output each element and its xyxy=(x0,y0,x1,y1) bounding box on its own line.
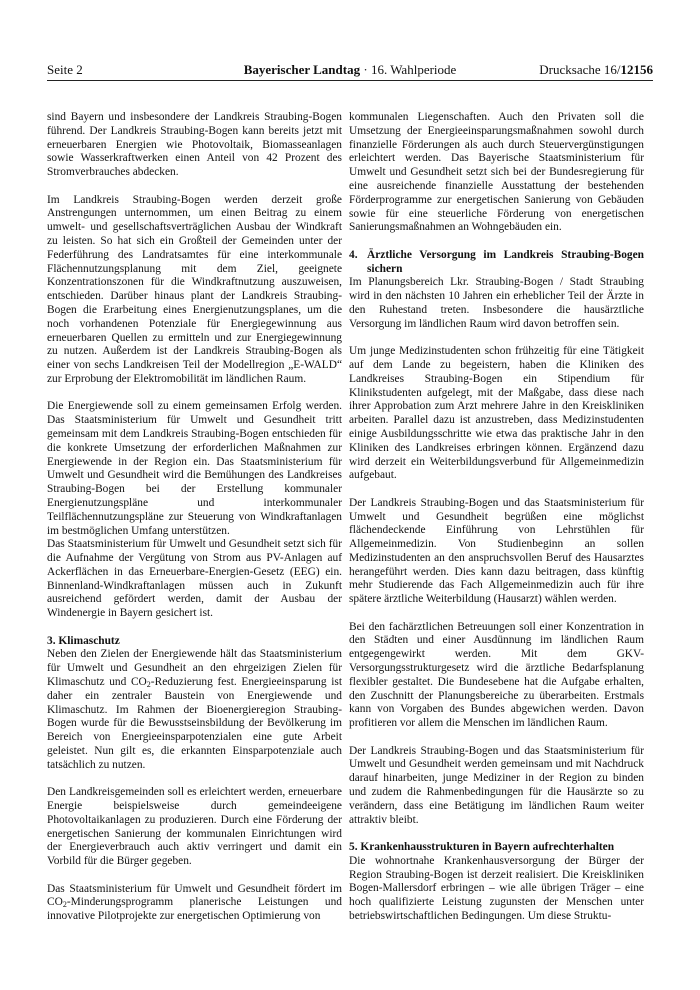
paragraph: Die wohnortnahe Krankenhausversorgung der Bürger der Region Straubing-Bogen ist derzeit realisiert. Die Kreiskliniken Bogen-Mallersdorf erbringen – wie alle übrigen Träger – eine hoch qualifizierte Leistung zugunsten der Menschen unter betriebswirtschaftlichen Bedingungen. Um diese Struktu- xyxy=(349,854,644,922)
right-column xyxy=(349,111,644,924)
document-number xyxy=(539,60,653,80)
document-id: 12156 xyxy=(620,62,653,77)
paragraph: Der Landkreis Straubing-Bogen und das Staatsministerium für Umwelt und Gesundheit begrüßen eine möglichst flächendeckende Einführung von Lehrstühlen für Allgemeinmedizin. Von Studienbeginn an sollen Medizinstudenten an den anspruchsvollen Beruf des Hausarztes herangeführt werden. Dies kann dazu beitragen, dass künftig mehr Studierende das Fach Allgemeinmedizin auch für ihre spätere ärztliche Weiterbildung (Hausarzt) wählen werden. xyxy=(349,496,644,606)
legislative-period: 16. Wahlperiode xyxy=(370,62,457,77)
paragraph: Den Landkreisgemeinden soll es erleichtert werden, erneuerbare Energie beispielsweise durch gemeindeeigene Photovoltaikanlagen zu produzieren. Durch eine Förderung der energetischen Sanierung der kommunalen Einrichtungen wird der Energieverbrauch auch aktiv verringert und damit ein Vorbild für die Bürger gegeben. xyxy=(47,786,342,868)
left-column xyxy=(47,111,342,938)
paragraph: Das Staatsministerium für Umwelt und Gesundheit setzt sich für die Aufnahme der Vergütung von Strom aus PV-Anlagen auf Ackerflächen in das Erneuerbare-Energien-Gesetz (EEG) ein. Binnenland-Windkraftanlagen müssen auch in Zukunft ausreichend gefördert werden, damit der Ausbau der Windenergie in Bayern gesichert ist. xyxy=(47,538,342,620)
section-heading-klimaschutz: 3. Klimaschutz xyxy=(47,634,120,647)
paragraph: sind Bayern und insbesondere der Landkreis Straubing-Bogen führend. Der Landkreis Straubing-Bogen kann bereits jetzt mit erneuerbaren Energien wie Photovoltaik, Biomasseanlagen sowie Wasserkraftwerken einen Anteil von 42 Prozent des Stromverbrauches abdecken. xyxy=(47,111,342,179)
paragraph: Um junge Medizinstudenten schon frühzeitig für eine Tätigkeit auf dem Lande zu begeistern, haben die Kliniken des Landkreises Straubing-Bogen ein Stipendium für Klinikstudenten aufgelegt, mit der Maßgabe, dass diese nach ihrer Approbation zum Arzt mehrere Jahre in den Kreiskliniken arbeiten. Parallel dazu ist anzustreben, dass Medizinstudenten einige Ausbildungsschritte wie etwa das praktische Jahr in den Kliniken des Landkreises erbringen können. Ergänzend dazu wird derzeit ein Weiterbildungsverbund für Allgemeinmedizin aufgebaut. xyxy=(349,345,644,482)
parliament-name: Bayerischer Landtag xyxy=(243,62,361,77)
paragraph: Im Planungsbereich Lkr. Straubing-Bogen / Stadt Straubing wird in den nächsten 10 Jahren ein erheblicher Teil der Ärzte in den Ruhestand treten. Insbesondere die hausärztliche Versorgung im ländlichen Raum wird davon betroffen sein. xyxy=(349,276,644,330)
page-number: Seite 2 xyxy=(47,62,83,77)
paragraph: kommunalen Liegenschaften. Auch den Privaten soll die Umsetzung der Energieeinsparungsmaßnahmen sowohl durch finanzielle Förderungen als auch durch Steuervergünstigungen erleichtert werden. Das Bayerische Staatsministerium für Umwelt und Gesundheit setzt sich bei der Bundesregierung für eine ausreichende finanzielle Ausstattung der bestehenden Förderprogramme zur energetischen Sanierung von Gebäuden sowie für eine steuerliche Förderung von energetischen Sanierungsmaßnahmen an Wohngebäuden ein. xyxy=(349,111,644,234)
header-rule xyxy=(47,80,653,81)
paragraph: Der Landkreis Straubing-Bogen und das Staatsministerium für Umwelt und Gesundheit werden gemeinsam und mit Nachdruck darauf hinarbeiten, junge Mediziner in der Region zu binden und zudem die Rahmenbedingungen für die Hausärzte so zu verändern, dass eine Betätigung im ländlichen Raum weiter attraktiv bleibt. xyxy=(349,744,644,826)
paragraph: Im Landkreis Straubing-Bogen werden derzeit große Anstrengungen unternommen, um einen Beitrag zu einem umwelt- und gesellschaftsverträglichen Ausbau der Windkraft zu leisten. So hat sich ein Großteil der Gemeinden unter der Federführung des Landratsamtes für eine interkommunale Flächennutzungsplanung mit dem Ziel, geeignete Konzentrationszonen für die Windkraftnutzung auszuweisen, entschieden. Darüber hinaus plant der Landkreis Straubing-Bogen die Erarbeitung eines Energienutzungsplanes, um die noch vorhandenen Potenziale für Energiegewinnung aus erneuerbaren Quellen zu ermitteln und zur Energiegewinnung zu nutzen. Außerdem ist der Landkreis Straubing-Bogen als einer von sechs Landkreisen Teil der Modellregion „E-WALD“ zur Erprobung der Elektromobilität im ländlichen Raum. xyxy=(47,193,342,385)
paragraph: Bei den fachärztlichen Betreuungen soll einer Konzentration in den Städten und einer Ausdünnung im ländlichen Raum entgegengewirkt werden. Mit dem GKV-Versorgungsstrukturgesetz wird die ärztliche Bedarfsplanung flexibler gestaltet. Die Bundesebene hat die Aufgabe erhalten, den Zuschnitt der Planungsbereiche zu überarbeiten. Erstmals kann von Vorgaben des Bundes abgewichen werden. Davon profitieren vor allem die Menschen im ländlichen Raum. xyxy=(349,620,644,730)
paragraph: Neben den Zielen der Energiewende hält das Staatsministerium für Umwelt und Gesundheit an den ehrgeizigen Zielen für Klimaschutz und $CO_2$-Reduzierung fest. Energieeinsparung ist daher ein zentraler Baustein von Energiewende und Klimaschutz. Im Rahmen der Bioenergieregion Straubing-Bogen wurde für die Bewusstseinsbildung der Bevölkerung im Bereich von Energieeinsparpotenzialen eine gute Arbeit geleistet. Nun gilt es, die erkannten Einsparpotenziale auch tatsächlich zu nutzen. xyxy=(47,648,342,771)
paragraph: Das Staatsministerium für Umwelt und Gesundheit fördert im $CO_2$-Minderungsprogramm planerische Leistungen und innovative Pilotprojekte zur energetischen Optimierung von xyxy=(47,882,342,923)
header-separator: · xyxy=(363,62,368,77)
page-header xyxy=(47,60,653,80)
section-heading-aerztliche-versorgung: 4. Ärztliche Versorgung im Landkreis Straubing-Bogen sichern xyxy=(349,248,644,275)
section-heading-krankenhausstrukturen: 5. Krankenhausstrukturen in Bayern aufrechterhalten xyxy=(349,841,615,854)
paragraph: Die Energiewende soll zu einem gemeinsamen Erfolg werden. Das Staatsministerium für Umwelt und Gesundheit tritt gemeinsam mit dem Landkreis Straubing-Bogen entschieden für die konkrete Umsetzung der erforderlichen Maßnahmen zur Energiewende in der Region ein. Das Staatsministerium für Umwelt und Gesundheit wird die Bemühungen des Landkreises Straubing-Bogen bei der Erstellung kommunaler Energienutzungspläne und interkommunaler Teilflächennutzungspläne zur Steuerung von Windkraftanlagen im bestmöglichen Umfang unterstützen. xyxy=(47,400,342,537)
document-label: Drucksache 16/ xyxy=(539,62,621,77)
